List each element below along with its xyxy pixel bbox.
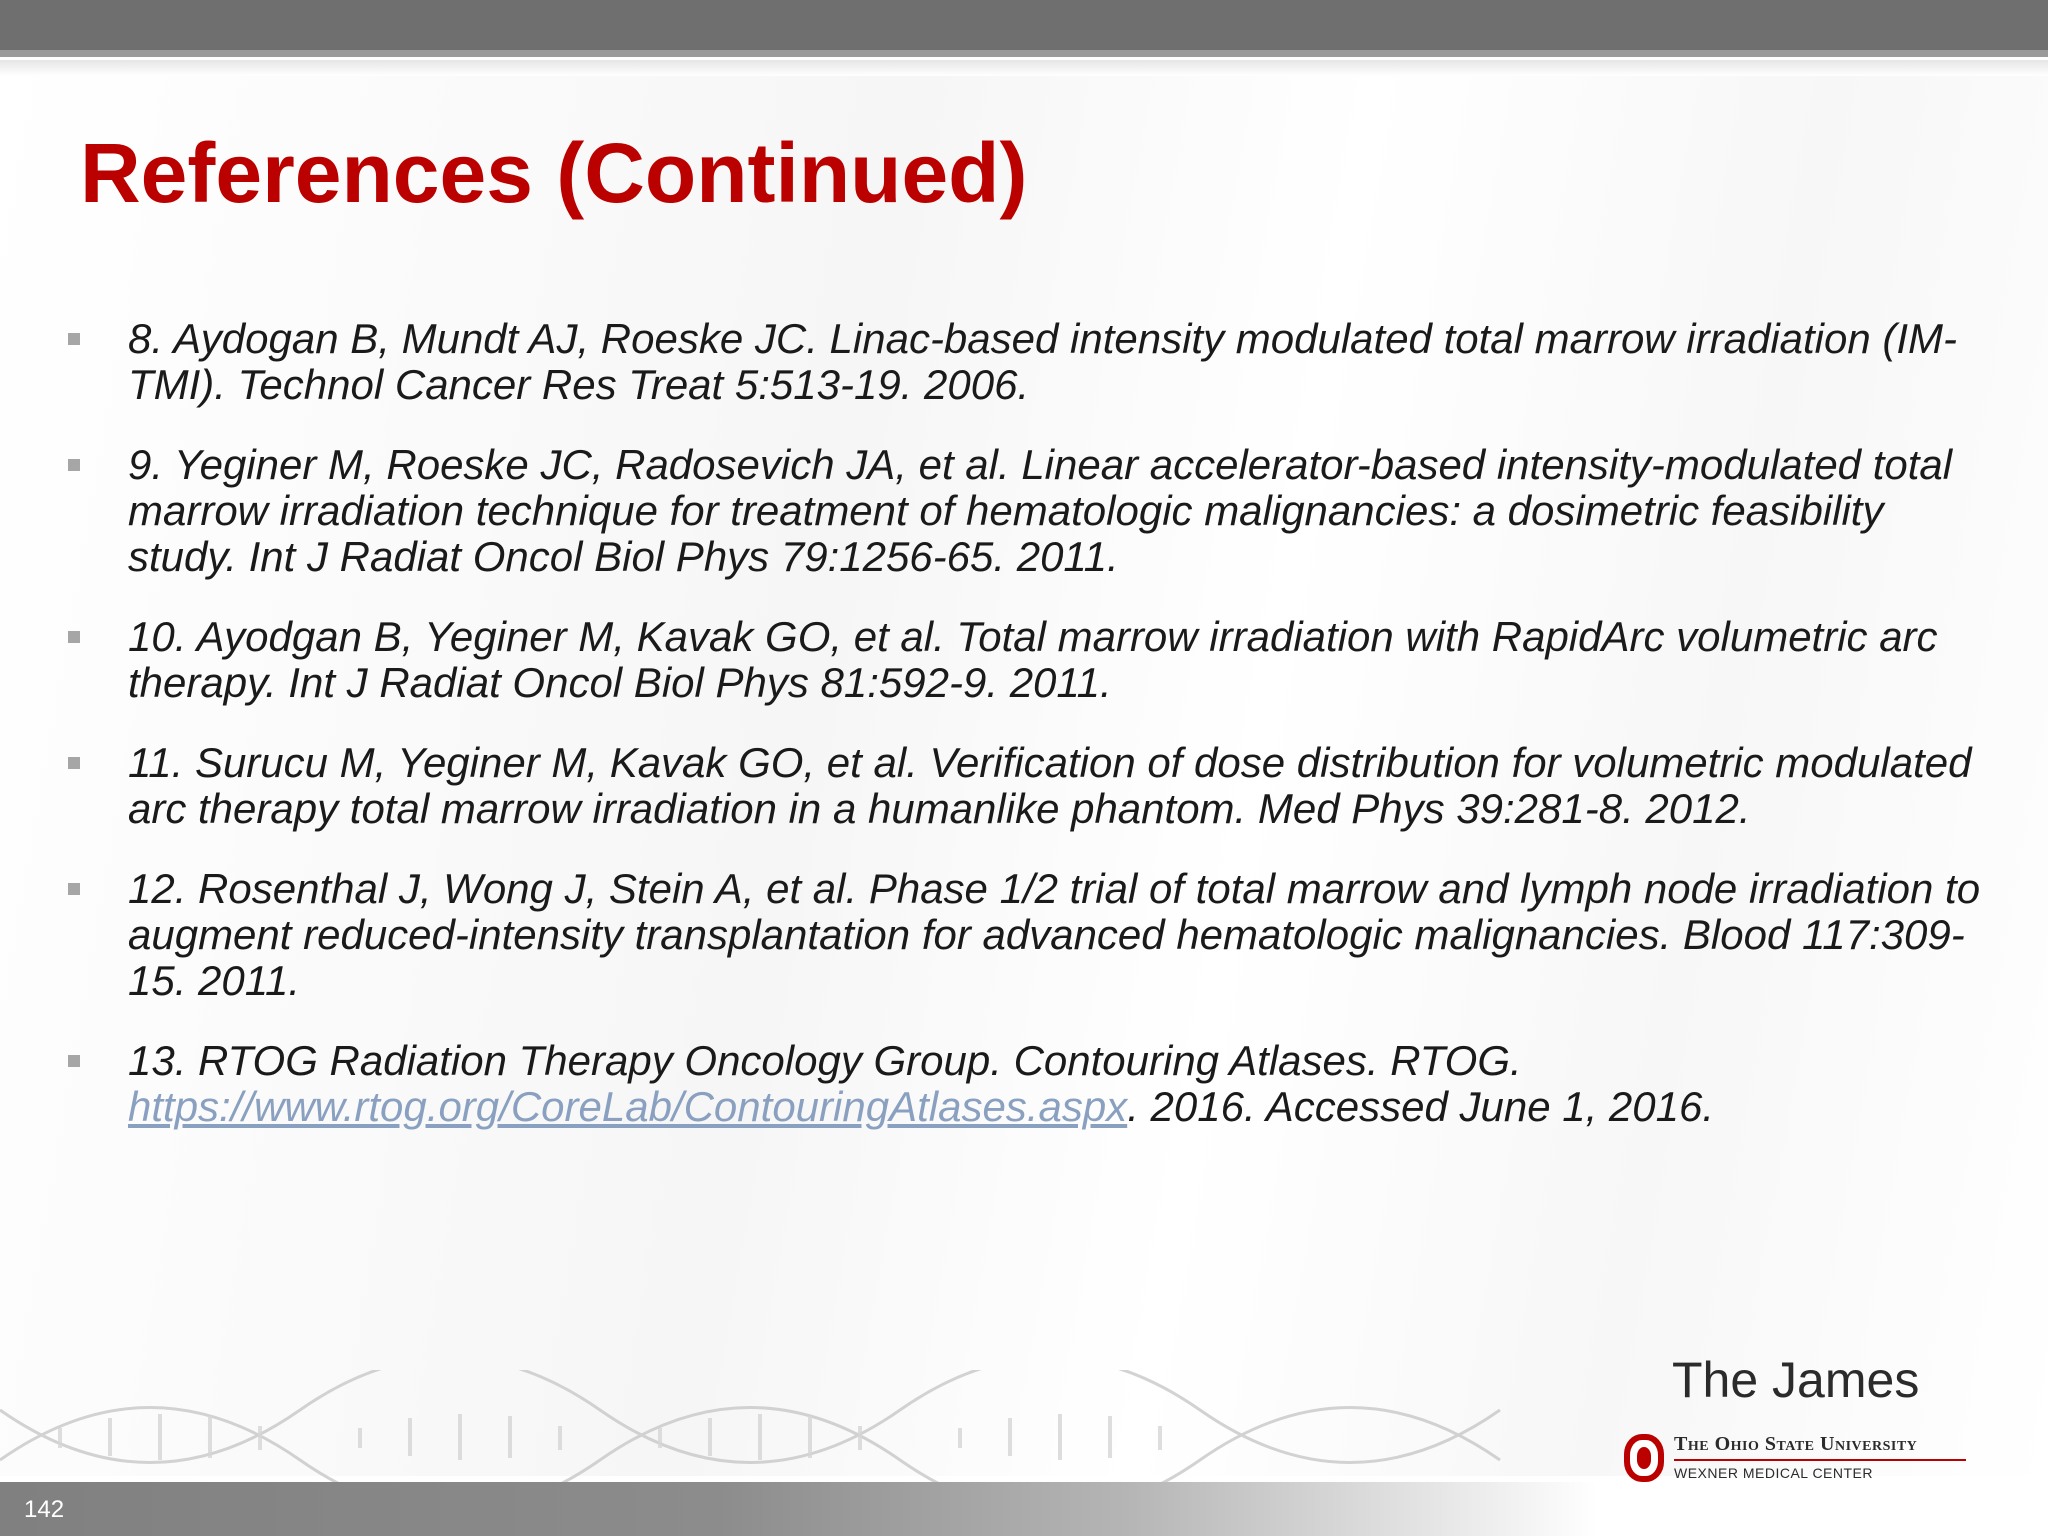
square-bullet-icon xyxy=(68,883,80,895)
reference-item-12 xyxy=(0,866,2048,1004)
footer-bar xyxy=(0,1482,2048,1536)
square-bullet-icon xyxy=(68,757,80,769)
square-bullet-icon xyxy=(68,459,80,471)
square-bullet-icon xyxy=(68,333,80,345)
osu-name: The Ohio State University xyxy=(1674,1433,1918,1455)
slide-title: References (Continued) xyxy=(80,126,1028,220)
top-header-stripe xyxy=(0,50,2048,57)
reference-suffix: . 2016. Accessed June 1, 2016. xyxy=(1127,1083,1715,1130)
reference-text: 12. Rosenthal J, Wong J, Stein A, et al. Phase 1/2 trial of total marrow and lymph node irradiation to augment reduced-intensity transplantation for advanced hematologic malignancies. Blood 117:309-15. 2011. xyxy=(128,865,1981,1004)
block-o-icon xyxy=(1622,1432,1666,1484)
reference-item-9 xyxy=(0,442,2048,580)
osu-medical-center: WEXNER MEDICAL CENTER xyxy=(1674,1465,1874,1481)
logo-the-james: The James xyxy=(1672,1352,1920,1408)
top-header-bar xyxy=(0,0,2048,50)
top-header-shadow xyxy=(0,60,2048,76)
osu-divider xyxy=(1674,1459,1966,1461)
reference-list xyxy=(0,316,2048,1164)
reference-item-10 xyxy=(0,614,2048,706)
square-bullet-icon xyxy=(68,1055,80,1067)
reference-item-13 xyxy=(0,1038,2048,1130)
osu-logo xyxy=(1620,1430,1970,1490)
dna-helix-decoration xyxy=(0,1370,1600,1482)
rtog-atlas-link[interactable]: https://www.rtog.org/CoreLab/ContouringAtlases.aspx xyxy=(128,1083,1128,1130)
reference-text: 10. Ayodgan B, Yeginer M, Kavak GO, et al. Total marrow irradiation with RapidArc volumetric arc therapy. Int J Radiat Oncol Biol Phys 81:592-9. 2011. xyxy=(128,613,1938,706)
square-bullet-icon xyxy=(68,631,80,643)
reference-item-11 xyxy=(0,740,2048,832)
reference-text: 9. Yeginer M, Roeske JC, Radosevich JA, et al. Linear accelerator-based intensity-modulated total marrow irradiation technique for treatment of hematologic malignancies: a dosimetric feasibility study. Int J Radiat Oncol Biol Phys 79:1256-65. 2011. xyxy=(128,441,1953,580)
slide-number: 142 xyxy=(24,1496,65,1523)
reference-text: 8. Aydogan B, Mundt AJ, Roeske JC. Linac-based intensity modulated total marrow irradiation (IM-TMI). Technol Cancer Res Treat 5:513-19. 2006. xyxy=(128,315,1958,408)
reference-item-8 xyxy=(0,316,2048,408)
reference-text: 13. RTOG Radiation Therapy Oncology Group. Contouring Atlases. RTOG. xyxy=(128,1037,1522,1084)
reference-text: 11. Surucu M, Yeginer M, Kavak GO, et al. Verification of dose distribution for volumetric modulated arc therapy total marrow irradiation in a humanlike phantom. Med Phys 39:281-8. 2012. xyxy=(128,739,1972,832)
